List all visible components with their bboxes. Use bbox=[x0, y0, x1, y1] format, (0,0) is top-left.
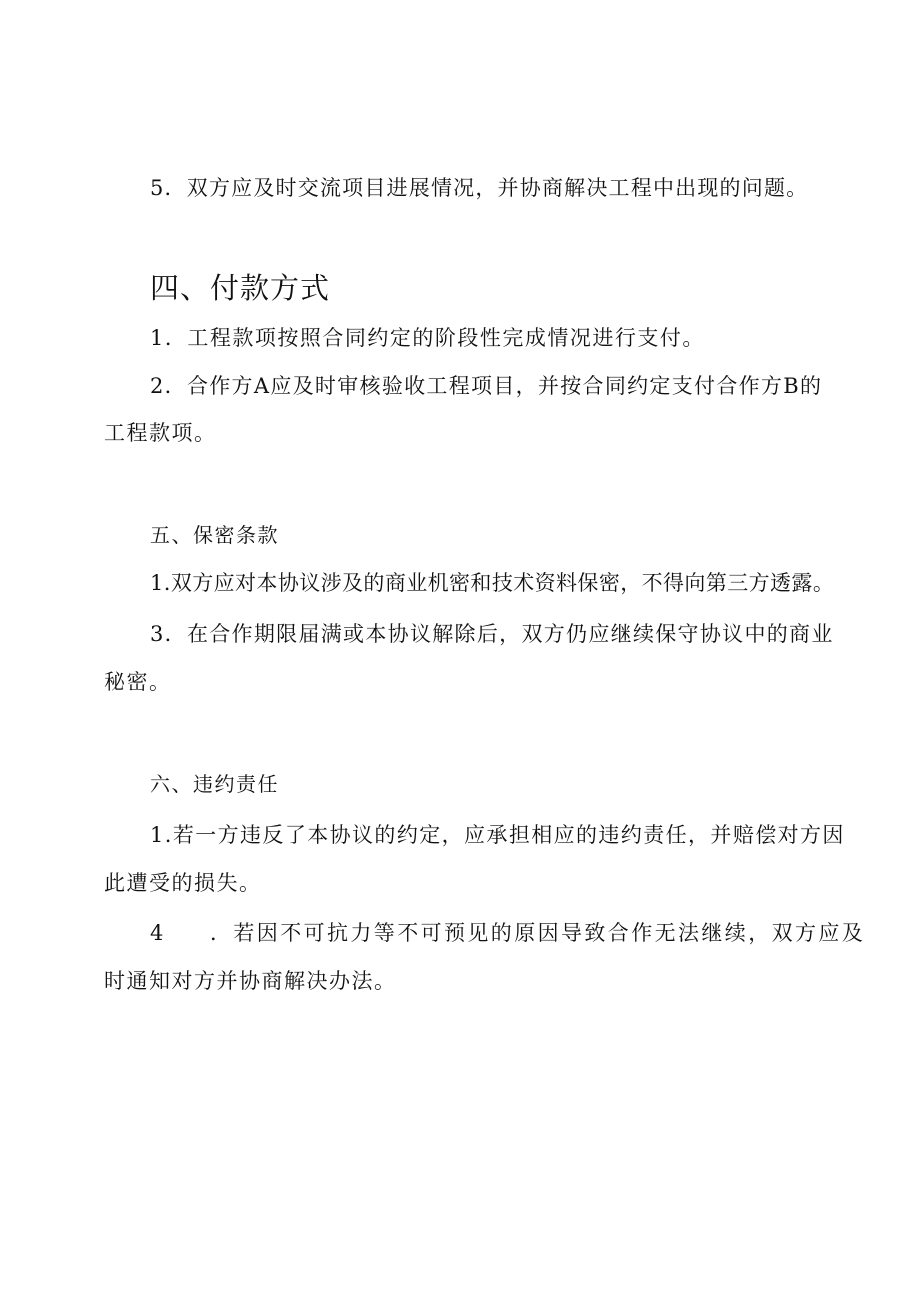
section-4-heading: 四、付款方式 bbox=[150, 271, 331, 305]
clause-3-item-5: 5．双方应及时交流项目进展情况，并协商解决工程中出现的问题。 bbox=[150, 176, 809, 200]
clause-5-item-3-line-2: 秘密。 bbox=[104, 670, 172, 694]
clause-4-item-2-line-2: 工程款项。 bbox=[104, 421, 217, 445]
clause-6-item-1-line-2: 此遭受的损失。 bbox=[104, 871, 262, 895]
clause-6-item-4-number: 4 bbox=[150, 921, 165, 945]
clause-5-item-3-line-1: 3．在合作期限届满或本协议解除后，双方仍应继续保守协议中的商业 bbox=[150, 622, 834, 646]
section-6-heading: 六、违约责任 bbox=[150, 772, 279, 796]
section-5-heading: 五、保密条款 bbox=[150, 523, 279, 547]
clause-4-item-2-line-1: 2．合作方A应及时审核验收工程项目，并按合同约定支付合作方B的 bbox=[150, 374, 823, 398]
clause-6-item-1-line-1: 1.若一方违反了本协议的约定，应承担相应的违约责任，并赔偿对方因 bbox=[150, 823, 845, 847]
clause-5-item-1: 1.双方应对本协议涉及的商业机密和技术资料保密，不得向第三方透露。 bbox=[150, 571, 835, 595]
clause-6-item-4-line-1: ．若因不可抗力等不可预见的原因导致合作无法继续，双方应及 bbox=[210, 921, 866, 945]
clause-6-item-4-line-2: 时通知对方并协商解决办法。 bbox=[104, 969, 397, 993]
clause-4-item-1: 1．工程款项按照合同约定的阶段性完成情况进行支付。 bbox=[150, 326, 705, 350]
